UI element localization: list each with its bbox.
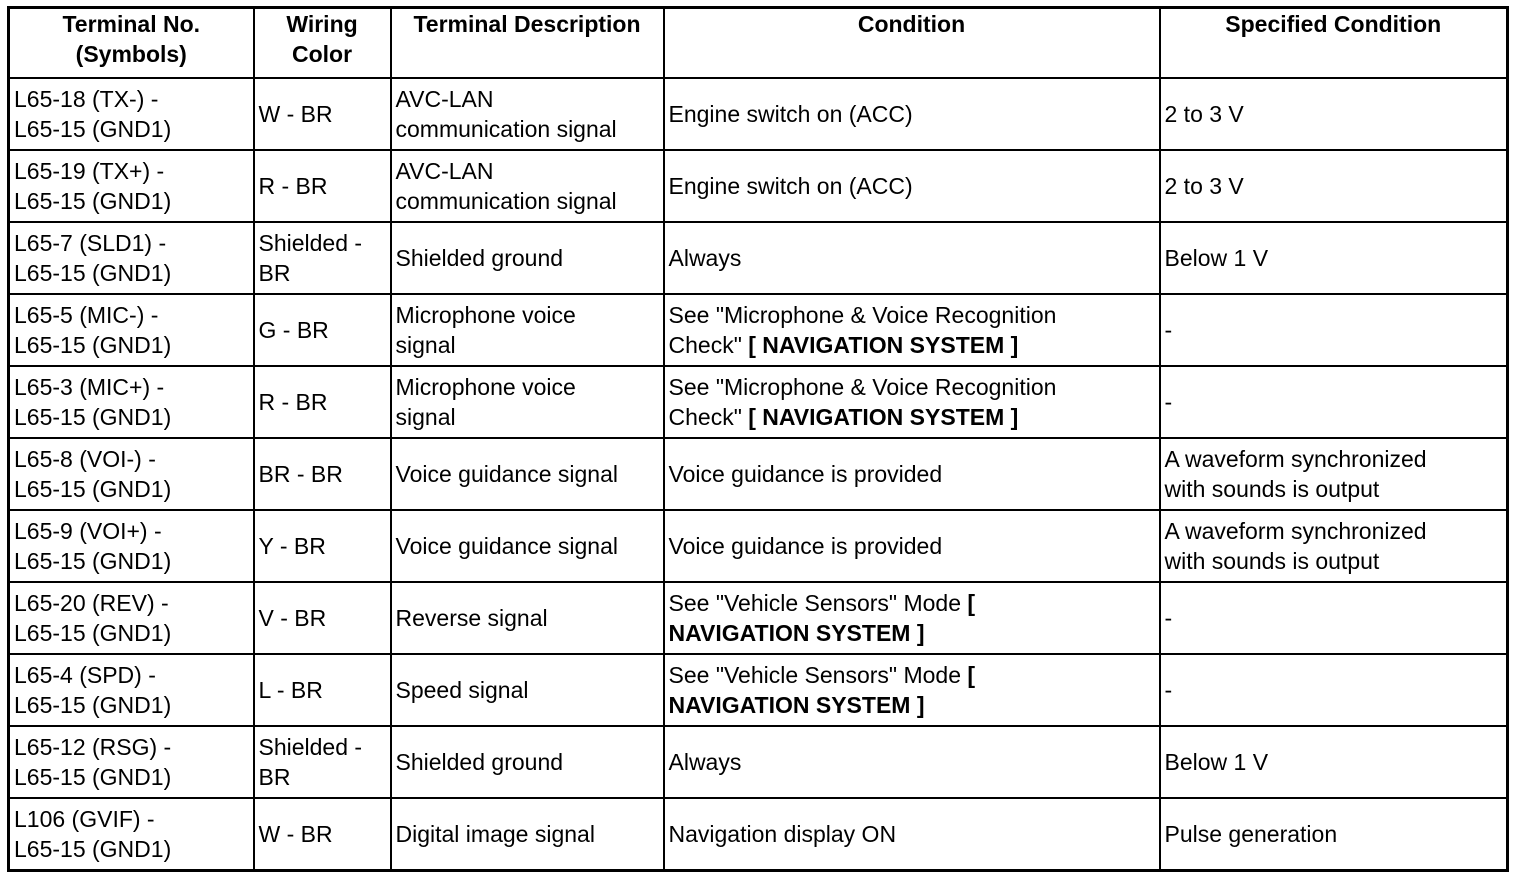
wiring-line: BR <box>258 260 291 286</box>
condition-line <box>669 747 1156 777</box>
description-line: Shielded ground <box>395 749 564 775</box>
description-line: signal <box>395 404 456 430</box>
table-row <box>9 366 1508 438</box>
terminal-line: L106 (GVIF) - <box>14 806 155 832</box>
cell-description <box>391 510 664 582</box>
terminal-line: L65-15 (GND1) <box>14 332 172 358</box>
cell-specified <box>1160 438 1508 510</box>
condition-bold-text: [ <box>967 590 976 616</box>
table-body <box>9 78 1508 871</box>
description-line: Microphone voice <box>395 302 576 328</box>
wiring-line: V - BR <box>258 605 327 631</box>
wiring-line: Shielded - <box>258 230 363 256</box>
condition-line <box>669 531 1156 561</box>
terminal-line: L65-15 (GND1) <box>14 260 172 286</box>
cell-wiring <box>254 222 391 294</box>
description-line: Microphone voice <box>395 374 576 400</box>
terminal-line: L65-15 (GND1) <box>14 188 172 214</box>
terminal-line: L65-15 (GND1) <box>14 548 172 574</box>
terminal-line: L65-7 (SLD1) - <box>14 230 167 256</box>
terminal-line: L65-15 (GND1) <box>14 764 172 790</box>
cell-specified <box>1160 798 1508 871</box>
cell-description <box>391 438 664 510</box>
header-description <box>391 8 664 79</box>
condition-bold-text: NAVIGATION SYSTEM ] <box>668 692 925 718</box>
condition-bold-text: [ NAVIGATION SYSTEM ] <box>748 332 1019 358</box>
terminal-line: L65-3 (MIC+) - <box>14 374 165 400</box>
cell-terminal <box>9 222 254 294</box>
terminal-line: L65-8 (VOI-) - <box>14 446 156 472</box>
condition-line <box>669 690 1156 720</box>
condition-line <box>669 660 1156 690</box>
cell-wiring <box>254 582 391 654</box>
terminal-line: L65-20 (REV) - <box>14 590 169 616</box>
cell-condition <box>664 366 1160 438</box>
condition-bold-text: [ NAVIGATION SYSTEM ] <box>748 404 1019 430</box>
description-line: communication signal <box>395 116 617 142</box>
cell-wiring <box>254 438 391 510</box>
condition-line <box>669 459 1156 489</box>
cell-terminal <box>9 366 254 438</box>
wiring-line: Shielded - <box>258 734 363 760</box>
terminal-line: L65-18 (TX-) - <box>14 86 159 112</box>
cell-description <box>391 654 664 726</box>
cell-description <box>391 582 664 654</box>
terminal-line: L65-15 (GND1) <box>14 836 172 862</box>
header-terminal <box>9 8 254 79</box>
condition-text: Voice guidance is provided <box>668 461 943 487</box>
condition-line <box>669 171 1156 201</box>
cell-description <box>391 294 664 366</box>
specified-line: A waveform synchronized <box>1164 518 1427 544</box>
header-specified <box>1160 8 1508 79</box>
cell-terminal <box>9 78 254 150</box>
cell-specified <box>1160 222 1508 294</box>
terminal-line: L65-5 (MIC-) - <box>14 302 159 328</box>
condition-text: Check" <box>668 332 749 358</box>
wiring-line: Y - BR <box>258 533 326 559</box>
cell-wiring <box>254 726 391 798</box>
specified-line: 2 to 3 V <box>1164 101 1244 127</box>
cell-wiring <box>254 78 391 150</box>
cell-specified <box>1160 510 1508 582</box>
cell-terminal <box>9 654 254 726</box>
cell-description <box>391 366 664 438</box>
header-wiring-line-2: Color <box>291 41 353 67</box>
cell-description <box>391 78 664 150</box>
condition-line <box>669 588 1156 618</box>
condition-bold-text: NAVIGATION SYSTEM ] <box>668 620 925 646</box>
condition-text: Check" <box>668 404 749 430</box>
specified-line: A waveform synchronized <box>1164 446 1427 472</box>
cell-wiring <box>254 654 391 726</box>
condition-line <box>669 618 1156 648</box>
table-row <box>9 150 1508 222</box>
cell-specified <box>1160 150 1508 222</box>
condition-line <box>669 300 1156 330</box>
header-wiring <box>254 8 391 79</box>
cell-wiring <box>254 294 391 366</box>
condition-line <box>669 372 1156 402</box>
description-line: Speed signal <box>395 677 529 703</box>
cell-terminal <box>9 726 254 798</box>
specified-line: Below 1 V <box>1164 749 1269 775</box>
cell-wiring <box>254 510 391 582</box>
condition-text: Navigation display ON <box>668 821 897 847</box>
specified-line: Pulse generation <box>1164 821 1338 847</box>
cell-terminal <box>9 150 254 222</box>
table-row <box>9 798 1508 871</box>
description-line: Voice guidance signal <box>395 461 618 487</box>
terminal-line: L65-9 (VOI+) - <box>14 518 162 544</box>
cell-description <box>391 150 664 222</box>
condition-text: Engine switch on (ACC) <box>668 101 913 127</box>
specified-line: - <box>1164 317 1173 343</box>
specified-line: Below 1 V <box>1164 245 1269 271</box>
cell-condition <box>664 510 1160 582</box>
cell-description <box>391 726 664 798</box>
cell-terminal <box>9 510 254 582</box>
header-terminal-line-2: (Symbols) <box>75 41 187 67</box>
description-line: Reverse signal <box>395 605 548 631</box>
table-row <box>9 654 1508 726</box>
wiring-line: BR <box>258 764 291 790</box>
specified-line: - <box>1164 677 1173 703</box>
table-row <box>9 510 1508 582</box>
terminal-line: L65-15 (GND1) <box>14 476 172 502</box>
description-line: Shielded ground <box>395 245 564 271</box>
condition-line <box>669 819 1156 849</box>
cell-specified <box>1160 654 1508 726</box>
description-line: Digital image signal <box>395 821 595 847</box>
condition-bold-text: [ <box>967 662 976 688</box>
header-condition <box>664 8 1160 79</box>
terminal-line: L65-15 (GND1) <box>14 692 172 718</box>
wiring-line: W - BR <box>258 101 333 127</box>
cell-specified <box>1160 726 1508 798</box>
condition-text: Engine switch on (ACC) <box>668 173 913 199</box>
condition-text: See "Vehicle Sensors" Mode <box>668 662 968 688</box>
table-row <box>9 582 1508 654</box>
condition-line <box>669 402 1156 432</box>
terminal-spec-table <box>7 6 1509 872</box>
cell-specified <box>1160 366 1508 438</box>
condition-text: Voice guidance is provided <box>668 533 943 559</box>
condition-text: See "Vehicle Sensors" Mode <box>668 590 968 616</box>
condition-text: See "Microphone & Voice Recognition <box>668 374 1057 400</box>
cell-wiring <box>254 150 391 222</box>
cell-specified <box>1160 78 1508 150</box>
table-row <box>9 222 1508 294</box>
cell-terminal <box>9 798 254 871</box>
header-row <box>9 8 1508 79</box>
cell-condition <box>664 438 1160 510</box>
description-line: communication signal <box>395 188 617 214</box>
specified-line: - <box>1164 389 1173 415</box>
header-specified-text: Specified Condition <box>1225 11 1442 37</box>
header-condition-text: Condition <box>857 11 966 37</box>
table-row <box>9 726 1508 798</box>
cell-terminal <box>9 438 254 510</box>
description-line: AVC-LAN <box>395 158 494 184</box>
terminal-line: L65-15 (GND1) <box>14 116 172 142</box>
header-wiring-line-1: Wiring <box>286 11 358 37</box>
cell-condition <box>664 654 1160 726</box>
cell-description <box>391 798 664 871</box>
condition-line <box>669 330 1156 360</box>
table-row <box>9 78 1508 150</box>
condition-text: See "Microphone & Voice Recognition <box>668 302 1057 328</box>
wiring-line: R - BR <box>258 389 328 415</box>
table-row <box>9 438 1508 510</box>
condition-line <box>669 243 1156 273</box>
cell-condition <box>664 726 1160 798</box>
wiring-line: BR - BR <box>258 461 343 487</box>
terminal-line: L65-12 (RSG) - <box>14 734 172 760</box>
description-line: signal <box>395 332 456 358</box>
table-row <box>9 294 1508 366</box>
cell-condition <box>664 78 1160 150</box>
cell-terminal <box>9 582 254 654</box>
condition-text: Always <box>668 245 742 271</box>
condition-text: Always <box>668 749 742 775</box>
cell-wiring <box>254 798 391 871</box>
cell-condition <box>664 294 1160 366</box>
cell-condition <box>664 798 1160 871</box>
terminal-line: L65-19 (TX+) - <box>14 158 165 184</box>
cell-terminal <box>9 294 254 366</box>
cell-condition <box>664 222 1160 294</box>
wiring-line: G - BR <box>258 317 329 343</box>
cell-condition <box>664 150 1160 222</box>
header-terminal-line-1: Terminal No. <box>62 11 201 37</box>
specified-line: with sounds is output <box>1164 548 1380 574</box>
terminal-spec-sheet <box>7 6 1509 872</box>
wiring-line: L - BR <box>258 677 323 703</box>
wiring-line: R - BR <box>258 173 328 199</box>
specified-line: with sounds is output <box>1164 476 1380 502</box>
cell-specified <box>1160 582 1508 654</box>
cell-description <box>391 222 664 294</box>
wiring-line: W - BR <box>258 821 333 847</box>
cell-wiring <box>254 366 391 438</box>
description-line: Voice guidance signal <box>395 533 618 559</box>
description-line: AVC-LAN <box>395 86 494 112</box>
cell-specified <box>1160 294 1508 366</box>
header-description-text: Terminal Description <box>413 11 641 37</box>
terminal-line: L65-15 (GND1) <box>14 620 172 646</box>
specified-line: - <box>1164 605 1173 631</box>
terminal-line: L65-4 (SPD) - <box>14 662 156 688</box>
cell-condition <box>664 582 1160 654</box>
specified-line: 2 to 3 V <box>1164 173 1244 199</box>
condition-line <box>669 99 1156 129</box>
terminal-line: L65-15 (GND1) <box>14 404 172 430</box>
